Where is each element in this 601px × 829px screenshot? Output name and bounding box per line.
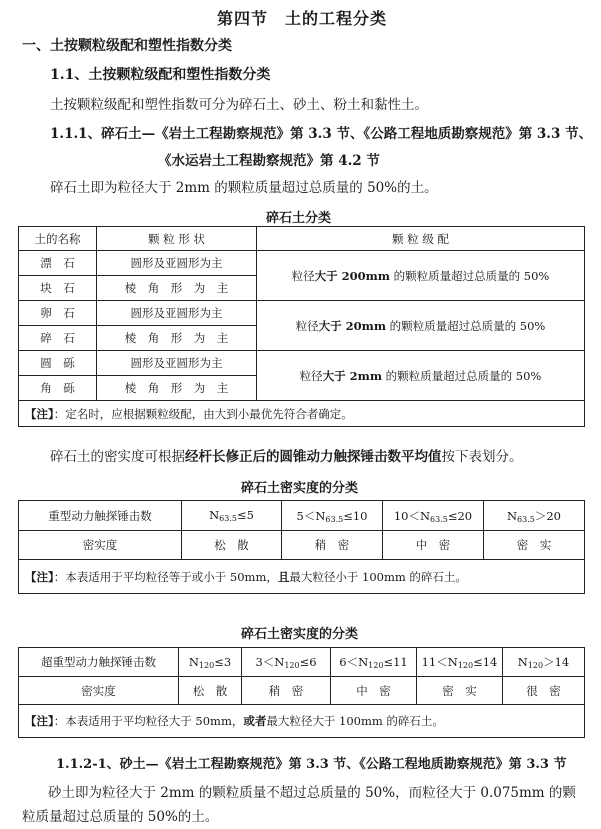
particle-shape: 棱 角 形 为 主 — [97, 276, 257, 301]
density-value: 松 散 — [179, 677, 242, 705]
soil-name: 漂 石 — [19, 251, 97, 276]
particle-shape: 圆形及亚圆形为主 — [97, 351, 257, 376]
heading-1: 一、土按颗粒级配和塑性指数分类 — [22, 38, 232, 54]
sand-definition-line1: 砂土即为粒径大于 2mm 的颗粒质量不超过总质量的 50%，而粒径大于 0.075mm 的颗 — [48, 785, 576, 801]
soil-name: 卵 石 — [19, 301, 97, 326]
density-value: 松 散 — [182, 531, 282, 560]
header-gradation: 颗 粒 级 配 — [257, 227, 585, 251]
header-particle-shape: 颗 粒 形 状 — [97, 227, 257, 251]
particle-shape: 圆形及亚圆形为主 — [97, 251, 257, 276]
heading-1-1: 1.1、土按颗粒级配和塑性指数分类 — [50, 67, 271, 83]
density-paragraph: 碎石土的密实度可根据经杆长修正后的圆锥动力触探锤击数平均值按下表划分。 — [50, 449, 523, 465]
gravel-definition: 碎石土即为粒径大于 2mm 的颗粒质量超过总质量的 50%的土。 — [50, 180, 438, 196]
gradation-cell: 粒径大于 20mm 的颗粒质量超过总质量的 50% — [257, 301, 585, 351]
density-table2-title: 碎石土密实度的分类 — [241, 627, 359, 642]
section-title: 第四节 土的工程分类 — [217, 9, 388, 28]
blow-count-range: $N_{120}>14$ — [503, 648, 585, 677]
blow-count-range: $11<N_{120}\le 14$ — [417, 648, 503, 677]
blow-count-range: $3<N_{120}\le 6$ — [242, 648, 331, 677]
blow-count-range: $N_{63.5}>20$ — [484, 501, 585, 531]
sand-definition-line2: 粒质量超过总质量的 50%的土。 — [22, 809, 219, 825]
soil-name: 块 石 — [19, 276, 97, 301]
density-table1-note: 【注】：本表适用于平均粒径等于或小于 50mm，且最大粒径小于 100mm 的碎石土。 — [19, 560, 585, 594]
blow-count-range: $10<N_{63.5}\le 20$ — [383, 501, 484, 531]
sand-heading: 1.1.2-1、砂土—《岩土工程勘察规范》第 3.3 节、《公路工程地质勘察规范》第 3.3 节 — [56, 757, 567, 772]
density-table1-title: 碎石土密实度的分类 — [241, 481, 359, 496]
density-value: 稍 密 — [282, 531, 383, 560]
gravel-heading-line1: 1.1.1、碎石土—《岩土工程勘察规范》第 3.3 节、《公路工程地质勘察规范》第 3.3 节、 — [50, 126, 593, 142]
row-label-heavy-blows: 重型动力触探锤击数 — [19, 501, 182, 531]
density-value: 中 密 — [331, 677, 417, 705]
particle-shape: 圆形及亚圆形为主 — [97, 301, 257, 326]
gravel-table-title: 碎石土分类 — [266, 211, 332, 226]
density-value: 密 实 — [484, 531, 585, 560]
header-soil-name: 土的名称 — [19, 227, 97, 251]
particle-shape: 棱 角 形 为 主 — [97, 326, 257, 351]
density-value: 密 实 — [417, 677, 503, 705]
row-label-density: 密实度 — [19, 531, 182, 560]
density-value: 中 密 — [383, 531, 484, 560]
density-table2-note: 【注】：本表适用于平均粒径大于 50mm，或者最大粒径大于 100mm 的碎石土。 — [19, 705, 585, 738]
intro-paragraph: 土按颗粒级配和塑性指数可分为碎石土、砂土、粉土和黏性土。 — [50, 97, 428, 113]
particle-shape: 棱 角 形 为 主 — [97, 376, 257, 401]
density-table-heavy — [18, 500, 585, 594]
blow-count-range: $5<N_{63.5}\le 10$ — [282, 501, 383, 531]
soil-name: 角 砾 — [19, 376, 97, 401]
gravel-table-note: 【注】：定名时，应根据颗粒级配，由大到小最优先符合者确定。 — [19, 401, 585, 427]
density-table-superheavy — [18, 647, 585, 738]
density-value: 稍 密 — [242, 677, 331, 705]
blow-count-range: $N_{63.5}\le 5$ — [182, 501, 282, 531]
soil-name: 碎 石 — [19, 326, 97, 351]
gravel-heading-line2: 《水运岩土工程勘察规范》第 4.2 节 — [158, 153, 380, 169]
density-value: 很 密 — [503, 677, 585, 705]
gradation-cell: 粒径大于 200mm 的颗粒质量超过总质量的 50% — [257, 251, 585, 301]
row-label-superheavy-blows: 超重型动力触探锤击数 — [19, 648, 179, 677]
blow-count-range: $N_{120}\le 3$ — [179, 648, 242, 677]
gravel-classification-table — [18, 226, 585, 427]
row-label-density: 密实度 — [19, 677, 179, 705]
soil-name: 圆 砾 — [19, 351, 97, 376]
gradation-cell: 粒径大于 2mm 的颗粒质量超过总质量的 50% — [257, 351, 585, 401]
blow-count-range: $6<N_{120}\le 11$ — [331, 648, 417, 677]
